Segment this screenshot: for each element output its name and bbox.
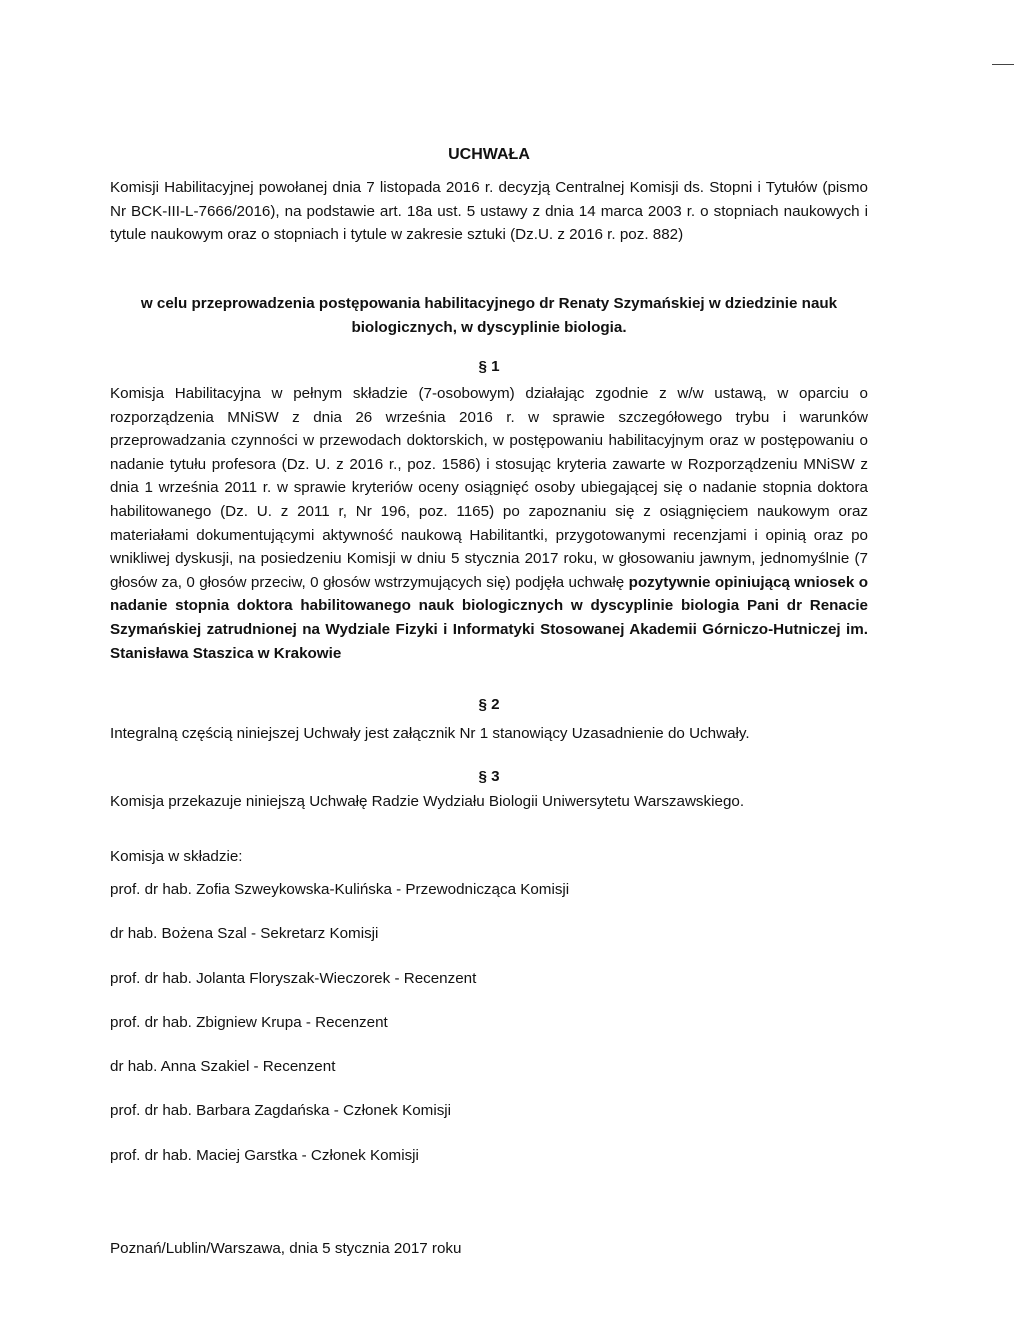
section-1-text: Komisja Habilitacyjna w pełnym składzie (7-osobowym) działając zgodnie z w/w ustawą, w oparciu o rozporządzenia MNiSW z dnia 26 września 2016 r. w sprawie szczegółowego trybu i warunków przeprowadzania czynności w przewodach doktorskich, w postępowaniu habilitacyjnym oraz w postępowaniu o nadanie tytułu profesora (Dz. U. z 2016 r., poz. 1586) i stosując kryteria zawarte w Rozporządzeniu MNiSW z dnia 1 września 2011 r. w sprawie kryteriów oceny osiągnięć osoby ubiegającej się o nadanie stopnia doktora habilitowanego (Dz. U. z 2011 r, Nr 196, poz. 1165) po zapoznaniu się z osiągnięciem naukowym oraz materiałami dokumentującymi aktywność naukową Habilitantki, przygotowanymi recenzjami i opinią oraz po wnikliwej dyskusji, na posiedzeniu Komisji w dniu 5 stycznia 2017 roku, w głosowaniu jawnym, jednomyślnie (7 głosów za, 0 głosów przeciw, 0 głosów wstrzymujących się) podjęła uchwałę (110, 385, 868, 591)
committee-member: prof. dr hab. Maciej Garstka - Członek Komisji (110, 1146, 419, 1164)
section-2-body: Integralną częścią niniejszej Uchwały jest załącznik Nr 1 stanowiący Uzasadnienie do Uchwały. (110, 725, 750, 742)
section-1-body (110, 382, 868, 665)
committee-label: Komisja w składzie: (110, 848, 243, 865)
section-3-body: Komisja przekazuje niniejszą Uchwałę Radzie Wydziału Biologii Uniwersytetu Warszawskiego. (110, 793, 745, 810)
committee-member: dr hab. Anna Szakiel - Recenzent (110, 1058, 336, 1076)
section-1-heading: § 1 (478, 358, 500, 375)
section-3-heading: § 3 (478, 768, 500, 785)
corner-scan-mark (992, 64, 1014, 65)
section-2-heading: § 2 (478, 696, 500, 713)
document-title: UCHWAŁA (448, 146, 530, 163)
committee-member: dr hab. Bożena Szal - Sekretarz Komisji (110, 925, 379, 943)
committee-member: prof. dr hab. Barbara Zagdańska - Członek Komisji (110, 1102, 452, 1120)
committee-member: prof. dr hab. Jolanta Floryszak-Wieczorek - Recenzent (110, 969, 477, 987)
committee-member: prof. dr hab. Zbigniew Krupa - Recenzent (110, 1013, 388, 1031)
purpose-statement: w celu przeprowadzenia postępowania habilitacyjnego dr Renaty Szymańskiej w dziedzinie nauk biologicznych, w dyscyplinie biologia. (140, 295, 838, 336)
section-1-resolution: pozytywnie opiniującą wniosek o nadanie stopnia doktora habilitowanego nauk biologicznych w dyscyplinie biologia Pani dr Renacie Szymańskiej zatrudnionej na Wydziale Fizyki i Informatyki Stosowanej Akademii Górniczo-Hutniczej im. Stanisława Staszica w Krakowie (110, 573, 868, 662)
committee-members (110, 880, 569, 1190)
place-and-date: Poznań/Lublin/Warszawa, dnia 5 stycznia 2017 roku (110, 1240, 462, 1257)
committee-member: prof. dr hab. Zofia Szweykowska-Kulińska - Przewodnicząca Komisji (110, 881, 570, 898)
intro-paragraph: Komisji Habilitacyjnej powołanej dnia 7 listopada 2016 r. decyzją Centralnej Komisji ds. Stopni i Tytułów (pismo Nr BCK-III-L-7666/2016), na podstawie art. 18a ust. 5 ustawy z dnia 14 marca 2003 r. o stopniach naukowych i tytule naukowym oraz o stopniach i tytule w zakresie sztuki (Dz.U. z 2016 r. poz. 882) (110, 179, 868, 244)
